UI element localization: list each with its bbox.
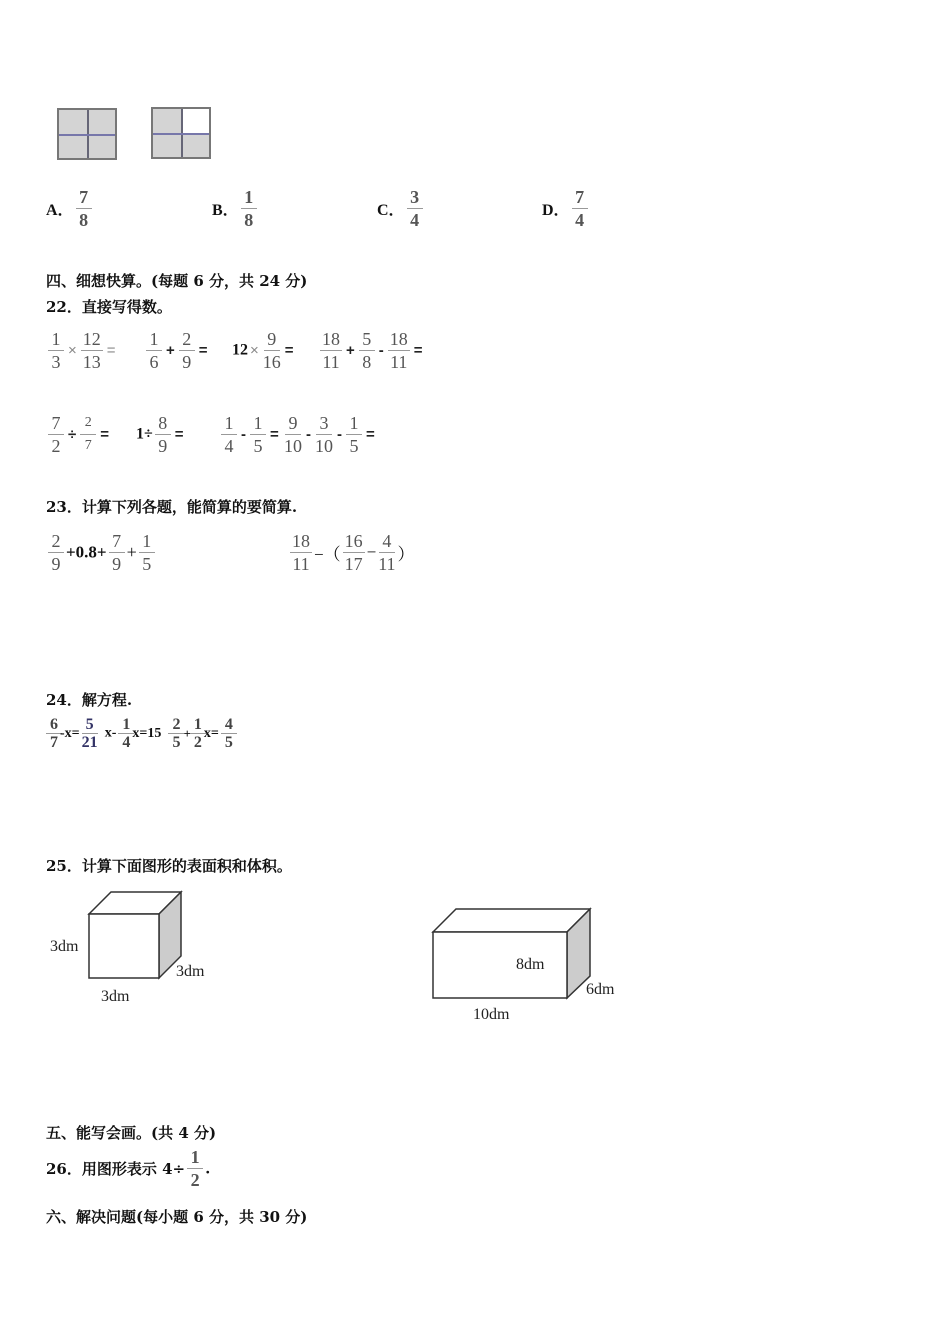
fraction (241, 186, 257, 231)
numerator: 18 (292, 531, 310, 551)
math-token: ） (397, 545, 415, 564)
fraction (179, 328, 195, 373)
option-label: D． (542, 202, 570, 219)
math-token: − (366, 542, 377, 562)
math-token: −（ (314, 545, 341, 564)
denominator: 3 (51, 352, 61, 372)
q23-expr-1 (46, 530, 157, 575)
math-token: - (337, 426, 342, 443)
fraction (82, 716, 98, 751)
fraction (48, 530, 64, 575)
math-token: -x= (60, 725, 80, 741)
cube-width-label: 3dm (101, 988, 130, 1005)
section-5-heading: 五、能写会画。(共 4 分) (46, 1124, 217, 1142)
cube-height-label: 3dm (50, 938, 79, 955)
denominator: 21 (81, 734, 98, 751)
numerator: 8 (155, 412, 171, 435)
numerator: 18 (322, 329, 340, 349)
q22-expr-5 (46, 412, 111, 457)
numerator: 12 (82, 329, 101, 349)
fraction (221, 412, 237, 457)
math-token: + (166, 342, 175, 359)
math-token: . (205, 1159, 211, 1178)
denominator: 16 (262, 352, 281, 372)
fraction (81, 328, 103, 373)
fraction (290, 530, 312, 575)
q22-expr-3 (232, 328, 296, 373)
math-token: × (250, 342, 259, 359)
fraction (187, 1146, 203, 1191)
fraction (284, 412, 302, 457)
option-a[interactable] (46, 186, 94, 231)
cuboid-height-label: 8dm (516, 956, 545, 973)
option-label: A． (46, 202, 74, 219)
fraction (343, 530, 365, 575)
numerator: 4 (379, 530, 395, 553)
fraction (109, 530, 125, 575)
numerator: 3 (316, 412, 332, 435)
denominator: 4 (410, 210, 420, 230)
math-token: - (306, 426, 311, 443)
denominator: 4 (224, 436, 234, 456)
denominator: 7 (50, 734, 58, 751)
math-token: 12 (232, 341, 248, 359)
denominator: 9 (158, 436, 168, 456)
cuboid-depth-label: 6dm (586, 981, 615, 998)
numerator: 1 (146, 328, 162, 351)
denominator: 5 (253, 436, 263, 456)
numerator: 7 (76, 186, 92, 209)
denominator: 2 (51, 436, 61, 456)
numerator: 6 (46, 716, 62, 734)
numerator: 18 (389, 329, 408, 349)
fraction (155, 412, 171, 457)
math-token: = (366, 426, 375, 443)
q22-expr-7 (219, 412, 281, 457)
math-token: = (100, 426, 109, 443)
numerator: 2 (80, 412, 96, 435)
numerator: 1 (187, 1146, 203, 1169)
denominator: 13 (82, 352, 101, 372)
option-c[interactable] (377, 186, 425, 231)
numerator: 1 (346, 412, 362, 435)
option-b[interactable] (212, 186, 259, 231)
math-token: + (126, 542, 137, 562)
numerator: 7 (572, 186, 588, 209)
math-token: 26．用图形表示 4÷ (46, 1160, 186, 1178)
fraction (76, 186, 92, 231)
denominator: 5 (172, 734, 181, 751)
fraction (139, 530, 155, 575)
denominator: 10 (315, 436, 333, 456)
grid-figure-full (57, 108, 117, 160)
fraction (359, 328, 375, 373)
q23-title: 23．计算下列各题，能简算的要简算. (46, 498, 298, 516)
numerator: 1 (241, 186, 257, 209)
numerator: 2 (48, 530, 64, 553)
q22-title: 22．直接写得数。 (46, 298, 172, 316)
fraction (572, 186, 588, 231)
denominator: 8 (79, 210, 89, 230)
q22-expr-1 (46, 328, 118, 373)
q22-expr-4 (318, 328, 425, 373)
numerator: 2 (168, 716, 184, 734)
math-token: 1÷ (136, 425, 153, 443)
math-token: + (183, 725, 191, 741)
denominator: 10 (284, 436, 302, 456)
math-token: + (346, 342, 355, 359)
math-token: ÷ (68, 426, 77, 443)
numerator: 7 (109, 530, 125, 553)
denominator: 5 (224, 734, 233, 751)
numerator: 5 (359, 328, 375, 351)
numerator: 1 (48, 328, 64, 351)
math-token: x=15 (132, 725, 162, 741)
fraction (346, 412, 362, 457)
denominator: 8 (244, 210, 254, 230)
denominator: 17 (344, 554, 363, 574)
fraction (388, 328, 410, 373)
math-token: +0.8+ (66, 542, 107, 562)
denominator: 5 (142, 554, 152, 574)
fraction (221, 716, 237, 751)
cuboid-drawing (430, 906, 595, 1002)
q26-title (46, 1146, 210, 1191)
fraction (250, 412, 266, 457)
fraction (146, 328, 162, 373)
option-d[interactable] (542, 186, 590, 231)
denominator: 4 (575, 210, 585, 230)
numerator: 1 (190, 716, 206, 734)
denominator: 4 (122, 734, 131, 751)
numerator: 1 (250, 412, 266, 435)
numerator: 1 (118, 716, 134, 734)
denominator: 8 (362, 352, 372, 372)
q24-title: 24．解方程. (46, 691, 133, 709)
q23-expr-2 (288, 530, 415, 575)
option-label: B． (212, 202, 239, 219)
fraction (80, 412, 96, 457)
numerator: 4 (221, 716, 237, 734)
numerator: 1 (221, 412, 237, 435)
math-token: = (198, 342, 208, 359)
numerator: 3 (407, 186, 423, 209)
denominator: 6 (149, 352, 159, 372)
grid-figure-three-quarters (151, 107, 211, 159)
cube-drawing (85, 888, 185, 983)
fraction (378, 530, 395, 575)
numerator: 1 (139, 530, 155, 553)
q22-expr-8 (282, 412, 377, 457)
denominator: 2 (190, 1170, 200, 1190)
math-token: - (378, 342, 384, 359)
denominator: 11 (390, 352, 408, 372)
fraction (48, 328, 64, 373)
denominator: 2 (193, 734, 202, 751)
numerator: 7 (48, 412, 64, 435)
math-token: = (270, 426, 279, 443)
math-token: = (106, 342, 116, 359)
math-token: x= (203, 725, 219, 741)
math-token: - (241, 426, 246, 443)
q25-title: 25．计算下面图形的表面积和体积。 (46, 857, 292, 875)
fraction (320, 328, 342, 373)
denominator: 9 (51, 554, 61, 574)
math-token: × (68, 342, 77, 359)
numerator: 9 (285, 412, 301, 435)
math-token: = (413, 342, 423, 359)
section-6-heading: 六、解决问题(每小题 6 分，共 30 分) (46, 1208, 308, 1226)
q24-equations (44, 716, 239, 751)
fraction (315, 412, 333, 457)
denominator: 9 (112, 554, 122, 574)
math-token: = (284, 342, 294, 359)
numerator: 2 (179, 328, 195, 351)
denominator: 9 (182, 352, 192, 372)
denominator: 7 (84, 438, 92, 453)
fraction (263, 328, 281, 373)
q22-expr-2 (144, 328, 210, 373)
cuboid-length-label: 10dm (473, 1006, 510, 1023)
cube-depth-label: 3dm (176, 963, 205, 980)
denominator: 5 (349, 436, 359, 456)
math-token: = (174, 426, 184, 443)
fraction (407, 186, 423, 231)
denominator: 11 (378, 554, 396, 574)
math-token: x- (104, 725, 117, 741)
numerator: 9 (264, 328, 280, 351)
option-label: C． (377, 202, 405, 219)
section-4-heading: 四、细想快算。(每题 6 分，共 24 分) (46, 272, 308, 290)
numerator: 16 (344, 531, 363, 551)
q22-expr-6 (136, 412, 186, 457)
denominator: 11 (292, 554, 310, 574)
numerator: 5 (82, 716, 98, 734)
denominator: 11 (322, 352, 340, 372)
fraction (48, 412, 64, 457)
